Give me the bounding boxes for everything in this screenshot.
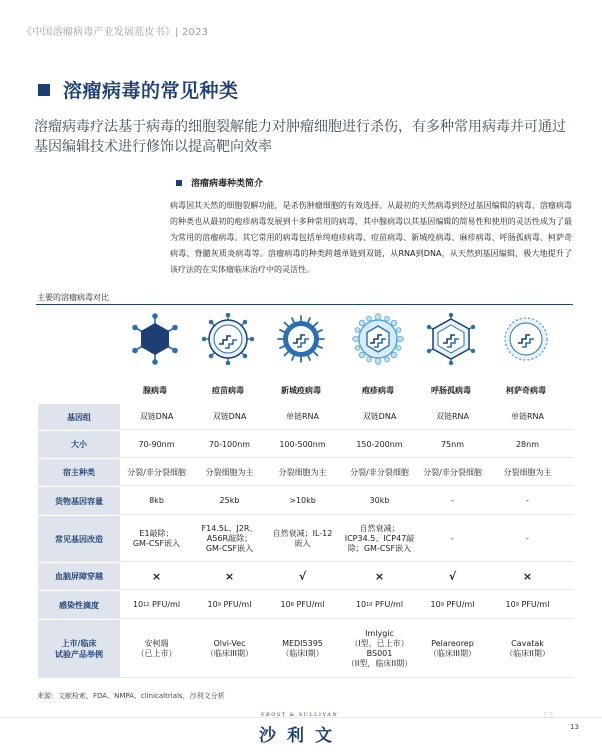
herpes-virus-icon	[352, 313, 404, 365]
cross-mark: ×	[522, 569, 533, 583]
table-cell: 10 12 PFU/ml	[132, 600, 181, 609]
adenovirus-icon	[129, 313, 181, 365]
table-cell: 28nm	[515, 439, 540, 449]
title-square-marker	[38, 84, 50, 96]
cross-mark: ×	[224, 569, 235, 583]
table-cell: 双链RNA	[435, 412, 469, 421]
table-top-rule	[36, 304, 573, 305]
source-note: 来源：文献检索、FDA、NMPA、clinicaltrials，沙利文分析	[37, 692, 225, 700]
table-cell: 安柯瑞 （已上市）	[136, 639, 177, 658]
section-title	[38, 76, 239, 103]
table-cell: 分裂细胞为主	[205, 467, 254, 477]
table-cell: -	[451, 496, 454, 505]
row-label: 大小	[38, 431, 120, 458]
row-label: 血脑屏障穿越	[38, 563, 120, 590]
column-header-herpes: 疱疹病毒	[362, 386, 394, 395]
table-cell: 75nm	[440, 439, 465, 449]
table-cell: MEDI5395 （临床I期）	[281, 639, 324, 658]
reovirus-icon	[425, 313, 477, 365]
table-cell: 70-100nm	[208, 439, 251, 449]
table-cell: -	[451, 534, 454, 543]
table-cell: 10 9 PFU/ml	[430, 600, 475, 609]
table-cell: 分裂/非分裂细胞	[127, 467, 186, 477]
lead-paragraph: 溶瘤病毒疗法基于病毒的细胞裂解能力对肿瘤细胞进行杀伤，有多种常用病毒并可通过基因编辑技术进行修饰以提高靶向效率	[34, 119, 566, 155]
cross-mark: ×	[151, 569, 162, 583]
column-header-newcastle: 新城疫病毒	[281, 386, 321, 395]
table-title: 主要的溶瘤病毒对比	[37, 293, 109, 302]
section-title-text: 溶瘤病毒的常见种类	[63, 80, 239, 102]
table-row-engineering	[38, 516, 573, 562]
intro-square-marker	[176, 180, 182, 186]
table-row-host	[38, 459, 573, 486]
table-cell: 自然衰减；IL-12 嵌入	[272, 529, 333, 548]
row-label: 感染性滴度	[38, 591, 120, 619]
column-header-coxsackie: 柯萨奇病毒	[506, 386, 546, 395]
intro-body: 病毒因其天然的细胞裂解功能，是杀伤肿瘤细胞的有效选择。从最初的天然病毒到经过基因编辑的病毒，溶瘤病毒的种类也从最初的疱疹病毒发展到十多种常用的病毒，其中腺病毒以其基因编辑的简易性和使用的灵活性成为了最为常用的溶瘤病毒。其它常用的病毒包括单纯疱疹病毒、痘苗病毒、新城疫病毒、麻疹病毒、呼肠孤病毒、柯萨奇病毒、脊髓灰质炎病毒等。溶瘤病毒的种类跨越单链到双链，从RNA到DNA，从天然到基因编辑，极大地提升了该疗法的在实体瘤临床治疗中的灵活性。	[170, 201, 572, 274]
table-cell: 分裂细胞为主	[278, 467, 327, 477]
company-logo-chinese: 沙利文	[259, 726, 343, 746]
column-header-adenovirus: 腺病毒	[143, 386, 167, 395]
table-row-size	[38, 431, 573, 458]
table-cell: 双链DNA	[212, 412, 247, 421]
intro-heading	[176, 176, 263, 189]
table-row-products	[38, 620, 573, 678]
row-label: 常见基因改造	[38, 516, 120, 562]
table-cell: 10 9 PFU/ml	[505, 600, 550, 609]
column-header-vaccinia: 痘苗病毒	[212, 386, 244, 395]
page-watermark: 13	[543, 711, 554, 720]
check-mark: √	[298, 569, 307, 583]
table-cell: Imlygic （I型，已上市） BS001 （II型，临床II期）	[346, 629, 413, 668]
report-header: 《中国溶瘤病毒产业发展蓝皮书》| 2023	[22, 27, 209, 38]
table-cell: 8kb	[149, 496, 164, 505]
row-label: 宿主种类	[38, 459, 120, 486]
table-cell: 25kb	[219, 496, 240, 505]
table-row-genome	[38, 404, 573, 430]
table-cell: E1敲除； GM-CSF嵌入	[132, 529, 181, 548]
table-cell: Pelareorep （临床III期）	[428, 639, 477, 658]
page-number: 13	[570, 723, 579, 731]
column-header-reovirus: 呼肠孤病毒	[431, 386, 471, 395]
table-row-cargo	[38, 487, 573, 515]
table-cell: Olvi-Vec （临床III期）	[205, 639, 254, 658]
intro-heading-text: 溶瘤病毒种类简介	[191, 179, 264, 189]
frost-sullivan-logo-text: FROST & SULLIVAN	[261, 712, 339, 718]
table-cell: 10 8 PFU/ml	[280, 600, 325, 609]
row-label: 货物基因容量	[38, 487, 120, 515]
table-cell: 自然衰减； ICP34.5、ICP47敲 除；GM-CSF嵌入	[344, 524, 415, 553]
table-cell: 单链RNA	[510, 412, 544, 421]
newcastle-disease-virus-icon	[275, 313, 327, 365]
table-cell: 100-500nm	[279, 439, 326, 449]
cross-mark: ×	[374, 569, 385, 583]
table-cell: >10kb	[289, 496, 316, 505]
table-cell: 150-200nm	[356, 439, 403, 449]
table-cell: 10 9 PFU/ml	[207, 600, 252, 609]
table-cell: 30kb	[369, 496, 390, 505]
table-cell: 单链RNA	[285, 412, 319, 421]
vaccinia-virus-icon	[202, 313, 254, 365]
table-row-bbb	[38, 563, 573, 590]
table-cell: 双链DNA	[362, 412, 397, 421]
check-mark: √	[448, 569, 457, 583]
table-cell: 70-90nm	[138, 439, 175, 449]
table-cell: F14.5L、J2R、 A56R敲除； GM-CSF嵌入	[201, 524, 258, 553]
coxsackievirus-icon	[500, 313, 552, 365]
table-cell: Cavatak （临床II期）	[505, 639, 550, 658]
table-row-titer	[38, 591, 573, 619]
row-label: 上市/临床 试验产品举例	[38, 620, 120, 678]
table-cell: 分裂/非分裂细胞	[423, 467, 482, 477]
row-label: 基因组	[38, 404, 120, 430]
table-cell: 双链DNA	[139, 412, 174, 421]
table-cell: 分裂细胞为主	[503, 467, 552, 477]
table-cell: 10 10 PFU/ml	[355, 600, 404, 609]
table-cell: -	[526, 534, 529, 543]
table-cell: -	[526, 496, 529, 505]
table-cell: 分裂/非分裂细胞	[350, 467, 409, 477]
